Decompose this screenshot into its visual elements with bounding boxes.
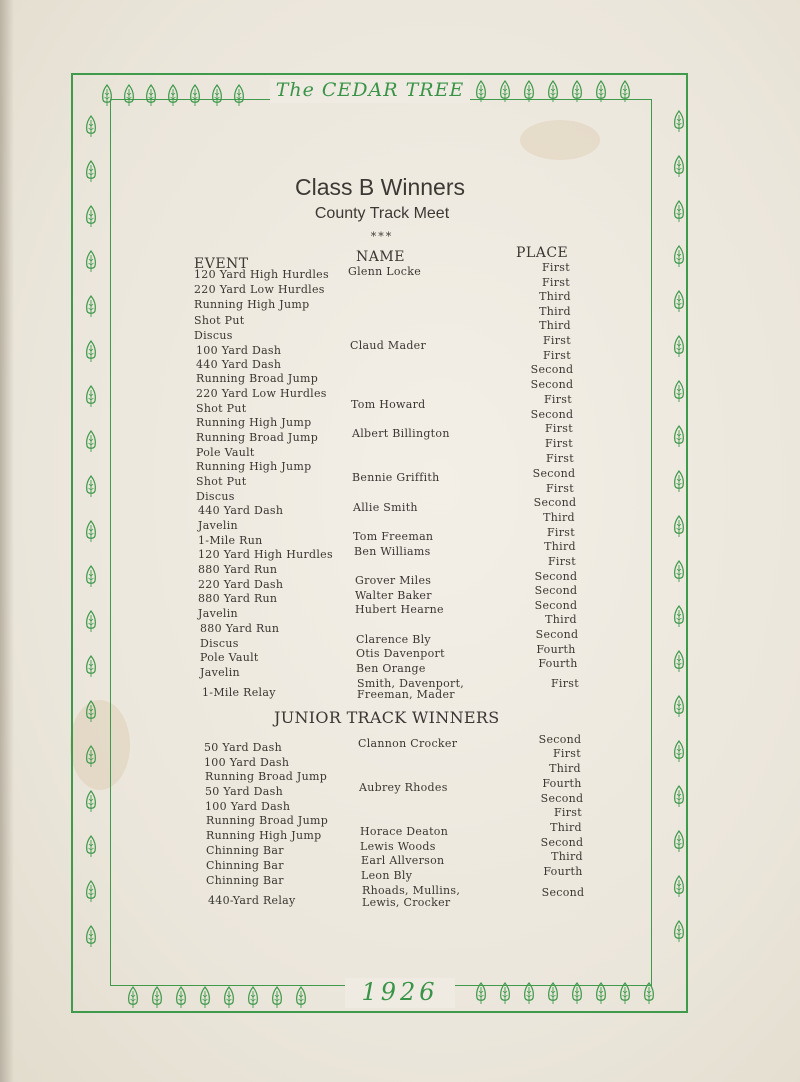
junior-place-cell: Fourth xyxy=(542,777,582,790)
event-cell: Shot Put xyxy=(194,314,245,327)
place-cell: First xyxy=(547,526,575,539)
cedar-tree-icon xyxy=(672,875,686,899)
event-cell: Pole Vault xyxy=(196,446,255,459)
cedar-tree-icon xyxy=(672,245,686,269)
cedar-tree-icon xyxy=(84,565,98,589)
place-cell: First xyxy=(542,276,570,289)
name-cell: Albert Billington xyxy=(352,427,450,440)
cedar-tree-icon xyxy=(210,84,224,108)
cedar-tree-icon xyxy=(570,982,584,1006)
cedar-tree-icon xyxy=(84,925,98,949)
cedar-tree-icon xyxy=(618,982,632,1006)
junior-event-cell: Running Broad Jump xyxy=(206,814,329,827)
cedar-tree-icon xyxy=(672,695,686,719)
event-cell: Shot Put xyxy=(196,402,247,415)
name-cell: Walter Baker xyxy=(355,589,432,602)
name-cell: Bennie Griffith xyxy=(352,471,440,484)
junior-name-cell: Horace Deaton xyxy=(360,825,449,838)
junior-place-cell: Second xyxy=(538,733,582,746)
place-cell: First xyxy=(542,261,570,274)
junior-event-cell: 100 Yard Dash xyxy=(205,800,291,813)
junior-event-cell: 440-Yard Relay xyxy=(208,894,296,907)
junior-place-cell: First xyxy=(554,806,582,819)
cedar-tree-icon xyxy=(166,84,180,108)
junior-name-cell: Leon Bly xyxy=(361,869,413,882)
name-cell: Freeman, Mader xyxy=(357,688,455,701)
junior-place-cell: Second xyxy=(540,792,584,805)
place-cell: Second xyxy=(534,584,578,597)
name-cell: Clarence Bly xyxy=(356,633,431,646)
junior-place-cell: Third xyxy=(550,821,582,834)
cedar-tree-icon xyxy=(672,470,686,494)
name-cell: Grover Miles xyxy=(355,574,432,587)
place-cell: Second xyxy=(534,599,578,612)
junior-event-cell: Running Broad Jump xyxy=(205,770,328,783)
junior-event-cell: 50 Yard Dash xyxy=(205,785,283,798)
junior-name-cell: Lewis, Crocker xyxy=(362,896,451,909)
event-cell: Javelin xyxy=(198,519,238,532)
junior-name-cell: Aubrey Rhodes xyxy=(359,781,448,794)
place-cell: First xyxy=(545,422,573,435)
junior-place-cell: Fourth xyxy=(543,865,583,878)
junior-name-cell: Clannon Crocker xyxy=(358,737,458,750)
cedar-tree-icon xyxy=(84,745,98,769)
place-cell: Second xyxy=(535,628,579,641)
cedar-tree-icon xyxy=(672,425,686,449)
publication-title: The CEDAR TREE xyxy=(270,79,470,103)
place-cell: Third xyxy=(544,540,576,553)
event-cell: 1-Mile Run xyxy=(198,534,263,547)
name-cell: Ben Orange xyxy=(356,662,426,675)
cedar-tree-icon xyxy=(642,982,656,1006)
cedar-tree-icon xyxy=(522,80,536,104)
junior-name-cell: Earl Allverson xyxy=(361,854,445,867)
junior-name-cell: Lewis Woods xyxy=(360,840,436,853)
cedar-tree-icon xyxy=(232,84,246,108)
cedar-tree-icon xyxy=(84,430,98,454)
cedar-tree-icon xyxy=(570,80,584,104)
junior-place-cell: Third xyxy=(551,850,583,863)
event-cell: Discus xyxy=(194,329,233,342)
cedar-tree-icon xyxy=(84,250,98,274)
place-cell: Second xyxy=(532,467,576,480)
place-cell: Third xyxy=(539,319,571,332)
place-cell: First xyxy=(546,452,574,465)
cedar-tree-icon xyxy=(672,380,686,404)
event-cell: Running High Jump xyxy=(194,298,310,311)
event-cell: 880 Yard Run xyxy=(200,622,280,635)
cedar-tree-icon xyxy=(84,790,98,814)
cedar-tree-icon xyxy=(84,115,98,139)
event-cell: 100 Yard Dash xyxy=(196,344,282,357)
cedar-tree-icon xyxy=(522,982,536,1006)
ornament: *** xyxy=(370,230,394,243)
junior-place-cell: Second xyxy=(540,836,584,849)
column-header-place: PLACE xyxy=(516,245,569,261)
section-title: Class B Winners xyxy=(295,174,465,200)
junior-place-cell: Third xyxy=(549,762,581,775)
column-header-name: NAME xyxy=(356,249,405,265)
event-cell: Running High Jump xyxy=(196,416,312,429)
section-subtitle: County Track Meet xyxy=(314,205,450,222)
cedar-tree-icon xyxy=(84,835,98,859)
binding-shadow xyxy=(0,0,14,1082)
junior-event-cell: Chinning Bar xyxy=(206,844,284,857)
cedar-tree-icon xyxy=(672,605,686,629)
publication-year: 1926 xyxy=(345,978,455,1008)
cedar-tree-icon xyxy=(144,84,158,108)
cedar-tree-icon xyxy=(474,982,488,1006)
event-cell: Running Broad Jump xyxy=(196,372,319,385)
cedar-tree-icon xyxy=(174,986,188,1010)
place-cell: Fourth xyxy=(538,657,578,670)
cedar-tree-icon xyxy=(594,982,608,1006)
cedar-tree-icon xyxy=(100,84,114,108)
cedar-tree-icon xyxy=(246,986,260,1010)
name-cell: Otis Davenport xyxy=(356,647,445,660)
column-header-event: EVENT xyxy=(194,256,249,272)
event-cell: Javelin xyxy=(198,607,238,620)
event-cell: 220 Yard Dash xyxy=(198,578,284,591)
name-cell: Allie Smith xyxy=(353,501,418,514)
place-cell: Second xyxy=(530,378,574,391)
name-cell: Claud Mader xyxy=(350,339,427,352)
name-cell: Tom Howard xyxy=(351,398,426,411)
event-cell: 220 Yard Low Hurdles xyxy=(194,283,325,296)
place-cell: First xyxy=(548,555,576,568)
place-cell: Second xyxy=(530,408,574,421)
cedar-tree-icon xyxy=(84,295,98,319)
cedar-tree-icon xyxy=(546,80,560,104)
place-cell: First xyxy=(543,349,571,362)
event-cell: Running High Jump xyxy=(196,460,312,473)
place-cell: Third xyxy=(539,290,571,303)
place-cell: Third xyxy=(545,613,577,626)
cedar-tree-icon xyxy=(672,830,686,854)
junior-event-cell: 50 Yard Dash xyxy=(204,741,282,754)
place-cell: Third xyxy=(539,305,571,318)
cedar-tree-icon xyxy=(150,986,164,1010)
cedar-tree-icon xyxy=(498,80,512,104)
place-cell: Second xyxy=(534,570,578,583)
place-cell: First xyxy=(543,334,571,347)
place-cell: Third xyxy=(543,511,575,524)
cedar-tree-icon xyxy=(672,515,686,539)
junior-event-cell: Chinning Bar xyxy=(206,874,284,887)
cedar-tree-icon xyxy=(84,880,98,904)
cedar-tree-icon xyxy=(84,655,98,679)
cedar-tree-icon xyxy=(84,475,98,499)
junior-name-cell: Rhoads, Mullins, xyxy=(362,884,461,897)
cedar-tree-icon xyxy=(222,986,236,1010)
event-cell: 880 Yard Run xyxy=(198,563,278,576)
event-cell: 120 Yard High Hurdles xyxy=(194,268,329,281)
cedar-tree-icon xyxy=(672,740,686,764)
event-cell: Pole Vault xyxy=(200,651,259,664)
place-cell: First xyxy=(544,393,572,406)
cedar-tree-icon xyxy=(198,986,212,1010)
cedar-tree-icon xyxy=(270,986,284,1010)
cedar-tree-icon xyxy=(126,986,140,1010)
junior-event-cell: Chinning Bar xyxy=(206,859,284,872)
cedar-tree-icon xyxy=(672,785,686,809)
cedar-tree-icon xyxy=(546,982,560,1006)
place-cell: First xyxy=(546,482,574,495)
cedar-tree-icon xyxy=(498,982,512,1006)
junior-event-cell: 100 Yard Dash xyxy=(204,756,290,769)
event-cell: Running Broad Jump xyxy=(196,431,319,444)
name-cell: Glenn Locke xyxy=(348,265,422,278)
name-cell: Ben Williams xyxy=(354,545,431,558)
event-cell: Discus xyxy=(196,490,235,503)
junior-event-cell: Running High Jump xyxy=(206,829,322,842)
cedar-tree-icon xyxy=(474,80,488,104)
name-cell: Tom Freeman xyxy=(353,530,434,543)
place-cell: Second xyxy=(530,363,574,376)
junior-place-cell: Second xyxy=(541,886,585,899)
name-cell: Smith, Davenport, xyxy=(357,677,465,690)
place-cell: Second xyxy=(533,496,577,509)
junior-place-cell: First xyxy=(553,747,581,760)
event-cell: 120 Yard High Hurdles xyxy=(198,548,333,561)
event-cell: 880 Yard Run xyxy=(198,592,278,605)
cedar-tree-icon xyxy=(672,560,686,584)
event-cell: Javelin xyxy=(200,666,240,679)
event-cell: Shot Put xyxy=(196,475,247,488)
junior-section-title: JUNIOR TRACK WINNERS xyxy=(274,708,500,727)
cedar-tree-icon xyxy=(84,340,98,364)
place-cell: Fourth xyxy=(536,643,576,656)
cedar-tree-icon xyxy=(672,335,686,359)
cedar-tree-icon xyxy=(618,80,632,104)
event-cell: 1-Mile Relay xyxy=(202,686,276,699)
cedar-tree-icon xyxy=(594,80,608,104)
place-cell: First xyxy=(545,437,573,450)
cedar-tree-icon xyxy=(672,110,686,134)
place-cell: First xyxy=(551,677,579,690)
cedar-tree-icon xyxy=(672,920,686,944)
cedar-tree-icon xyxy=(84,520,98,544)
cedar-tree-icon xyxy=(672,290,686,314)
cedar-tree-icon xyxy=(188,84,202,108)
event-cell: 440 Yard Dash xyxy=(196,358,282,371)
event-cell: Discus xyxy=(200,637,239,650)
cedar-tree-icon xyxy=(84,700,98,724)
cedar-tree-icon xyxy=(84,385,98,409)
name-cell: Hubert Hearne xyxy=(355,603,444,616)
cedar-tree-icon xyxy=(122,84,136,108)
event-cell: 440 Yard Dash xyxy=(198,504,284,517)
cedar-tree-icon xyxy=(84,610,98,634)
cedar-tree-icon xyxy=(672,650,686,674)
event-cell: 220 Yard Low Hurdles xyxy=(196,387,327,400)
cedar-tree-icon xyxy=(294,986,308,1010)
